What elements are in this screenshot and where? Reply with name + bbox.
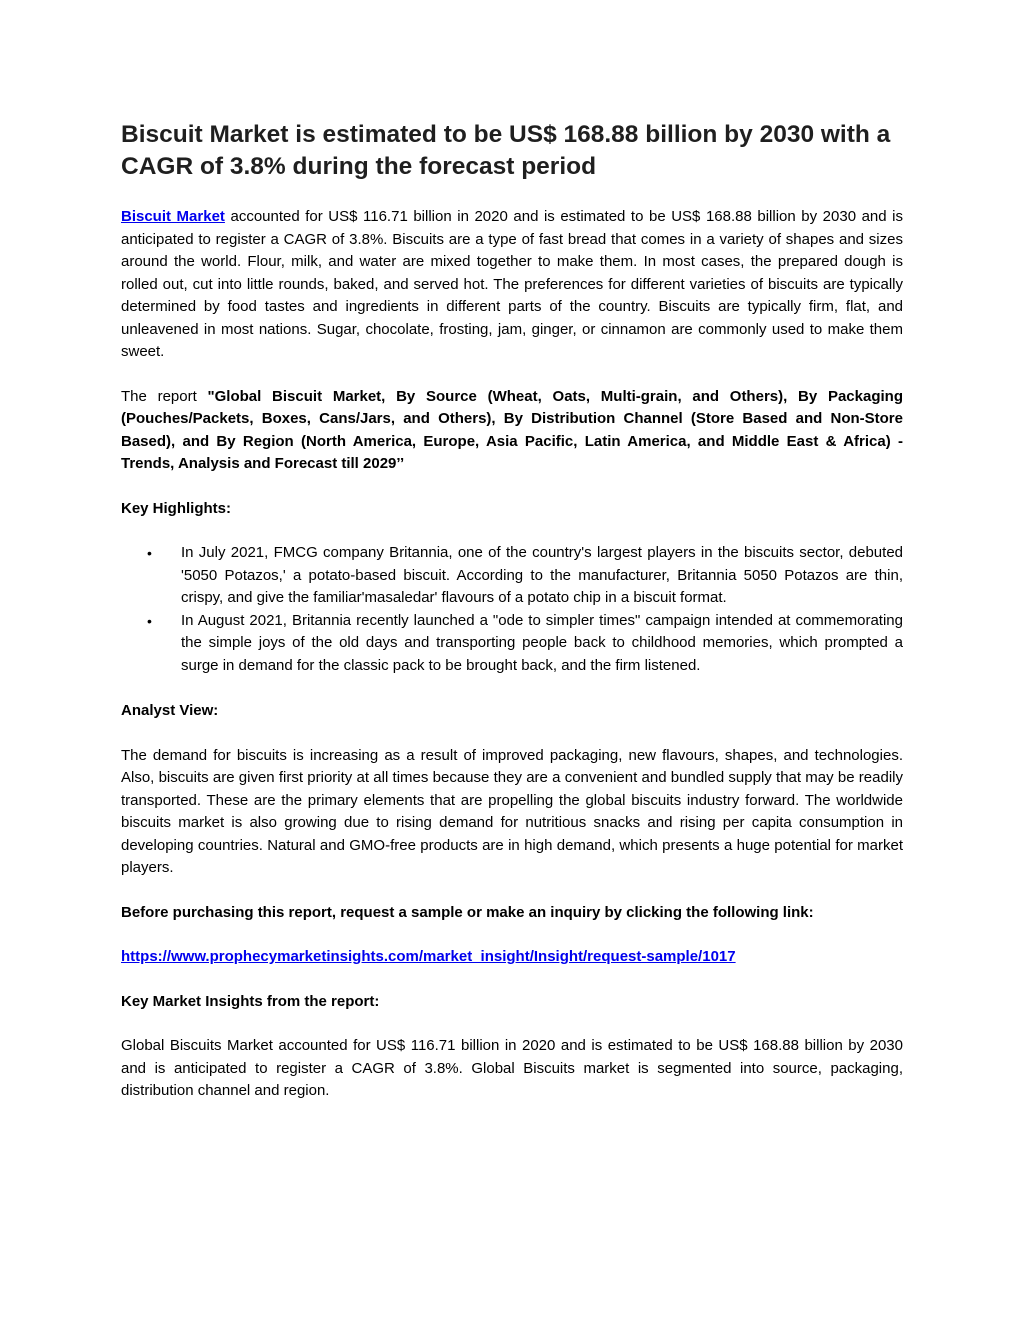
key-insights-paragraph: Global Biscuits Market accounted for US$ 116.71 billion in 2020 and is estimated to be US$ 168.88 billion by 2030 and is anticipated to register a CAGR of 3.8%. Global Biscuits market is segmented into source, packaging, distribution channel and region. [121,1037,903,1099]
page-title: Biscuit Market is estimated to be US$ 168.88 billion by 2030 with a CAGR of 3.8% during the forecast period [121,121,891,180]
intro-text: accounted for US$ 116.71 billion in 2020 and is estimated to be US$ 168.88 billion by 2030 and is anticipated to register a CAGR of 3.8%. Biscuits are a type of fast bread that comes in a variety of shapes and sizes around the world. Flour, milk, and water are mixed together to make them. In most cases, the prepared dough is rolled out, cut into little rounds, baked, and served hot. The preferences for different varieties of biscuits are typically determined by food tastes and ingredients in different parts of the country. Biscuits are typically firm, flat, and unleavened in most nations. Sugar, chocolate, frosting, jam, ginger, or cinnamon are commonly used to make them sweet. [121,208,903,360]
list-item-text: In August 2021, Britannia recently launched a "ode to simpler times" campaign intended at commemorating the simple joys of the old days and transporting people back to childhood memories, which prompted a surge in demand for the classic pack to be brought back, and the firm listened. [181,611,903,674]
report-paragraph [121,386,903,476]
bullet-icon: • [147,612,152,629]
analyst-view-heading: Analyst View: [121,702,219,719]
analyst-view-paragraph: The demand for biscuits is increasing as a result of improved packaging, new flavours, shapes, and technologies. Also, biscuits are given first priority at all times because they are a convenient and bundled supply that may be readily transported. These are the primary elements that are propelling the global biscuits industry forward. The worldwide biscuits market is also growing due to rising demand for nutritious snacks and rising per capita consumption in developing countries. Natural and GMO-free products are in high demand, which presents a huge potential for market players. [121,746,903,876]
list-item [121,610,903,678]
list-item [121,542,903,610]
report-prefix: The report [121,387,208,405]
list-item-text: In July 2021, FMCG company Britannia, one of the country's largest players in the biscuits sector, debuted '5050 Potazos,' a potato-based biscuit. According to the manufacturer, Britannia 5050 Potazos are thin, crispy, and give the familiar'masaledar' flavours of a potato chip in a biscuit format. [181,544,903,606]
biscuit-market-link[interactable]: Biscuit Market [121,208,225,225]
bullet-icon: • [147,545,152,561]
key-highlights-list [121,542,903,677]
intro-paragraph [121,206,903,364]
key-highlights-heading: Key Highlights: [121,499,232,517]
key-insights-heading: Key Market Insights from the report: [121,992,380,1010]
document-page [121,119,903,1103]
report-title: "Global Biscuit Market, By Source (Wheat, Oats, Multi-grain, and Others), By Packaging (Pouches/Packets, Boxes, Cans/Jars, and Others), By Distribution Channel (Store Based and Non-Store Based), and By Region (North America, Europe, Asia Pacific, Latin America, and Middle East & Africa) - Trends, Analysis and Forecast till 2029’’ [121,387,903,472]
before-purchasing-heading: Before purchasing this report, request a sample or make an inquiry by clicking the following link: [121,903,814,921]
sample-link-line [121,946,903,969]
request-sample-link[interactable]: https://www.prophecymarketinsights.com/market_insight/Insight/request-sample/1017 [121,948,736,965]
